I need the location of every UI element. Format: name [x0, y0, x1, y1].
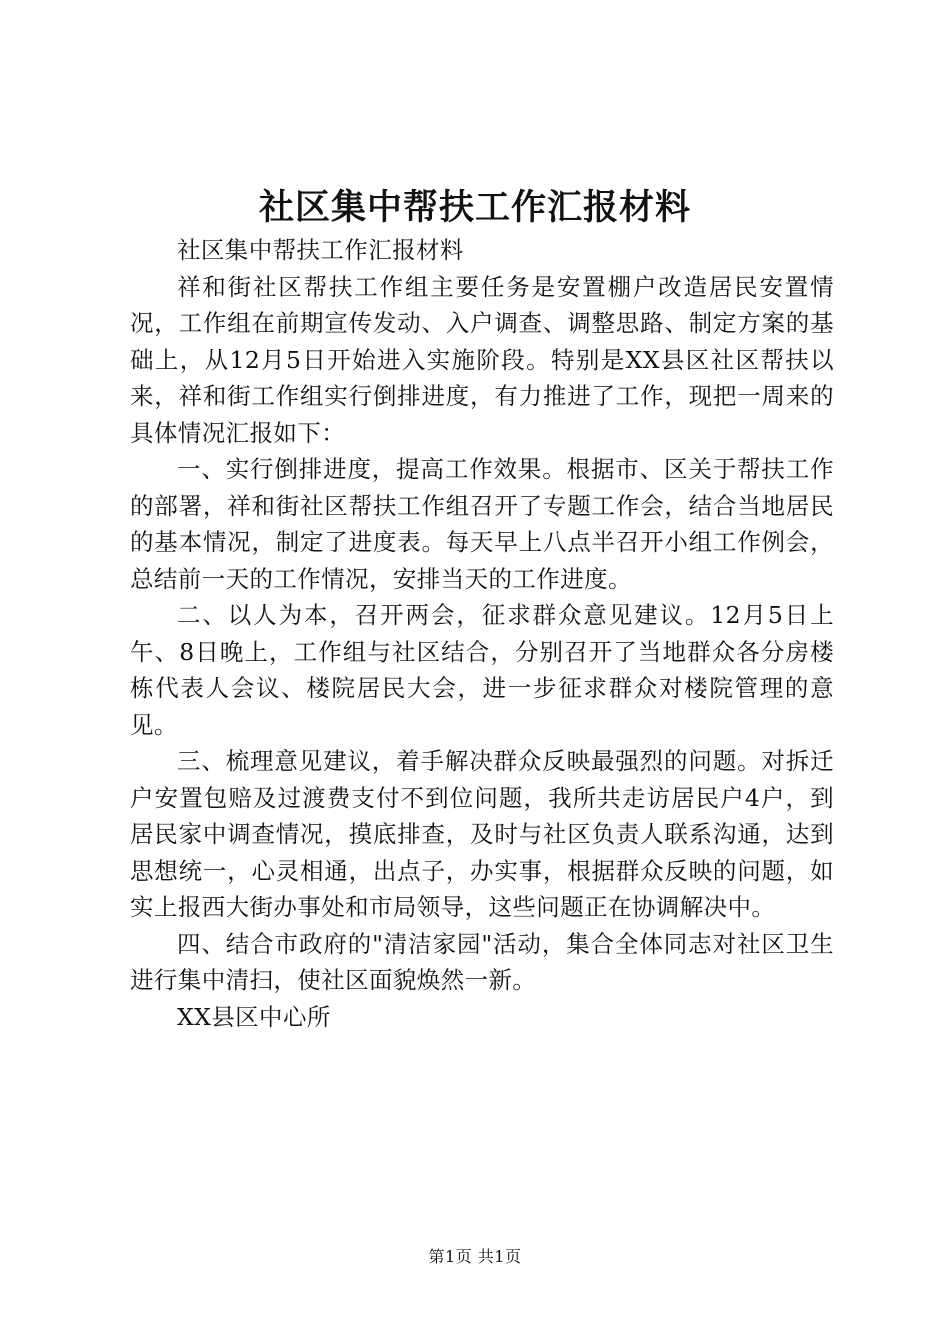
paragraph-signature: XX县区中心所	[177, 1002, 331, 1031]
page-number-footer: 第1页 共1页	[428, 1247, 522, 1266]
paragraph-section-3: 三、梳理意见建议，着手解决群众反映最强烈的问题。对拆迁户安置包赔及过渡费支付不到位问题，我所共走访居民户4户，到居民家中调查情况，摸底排查，及时与社区负责人联系沟通，达到思想统一，心灵相通，出点子，办实事，根据群众反映的问题，如实上报西大街办事处和市局领导，这些问题正在协调解决中。	[130, 747, 834, 921]
document-body	[130, 232, 834, 1035]
paragraph-section-4: 四、结合市政府的"清洁家园"活动，集合全体同志对社区卫生进行集中清扫，使社区面貌焕然一新。	[130, 929, 834, 994]
paragraph-section-1: 一、实行倒排进度，提高工作效果。根据市、区关于帮扶工作的部署，祥和街社区帮扶工作组召开了专题工作会，结合当地居民的基本情况，制定了进度表。每天早上八点半召开小组工作例会，总结前一天的工作情况，安排当天的工作进度。	[130, 455, 834, 593]
paragraph-section-2: 二、以人为本，召开两会，征求群众意见建议。12月5日上午、8日晚上，工作组与社区结合，分别召开了当地群众各分房楼栋代表人会议、楼院居民大会，进一步征求群众对楼院管理的意见。	[130, 601, 834, 739]
paragraph-intro: 祥和街社区帮扶工作组主要任务是安置棚户改造居民安置情况，工作组在前期宣传发动、入户调查、调整思路、制定方案的基础上，从12月5日开始进入实施阶段。特别是XX县区社区帮扶以来，祥和街工作组实行倒排进度，有力推进了工作，现把一周来的具体情况汇报如下：	[130, 272, 834, 447]
document-title: 社区集中帮扶工作汇报材料	[258, 187, 691, 228]
paragraph-subtitle: 社区集中帮扶工作汇报材料	[177, 236, 464, 264]
